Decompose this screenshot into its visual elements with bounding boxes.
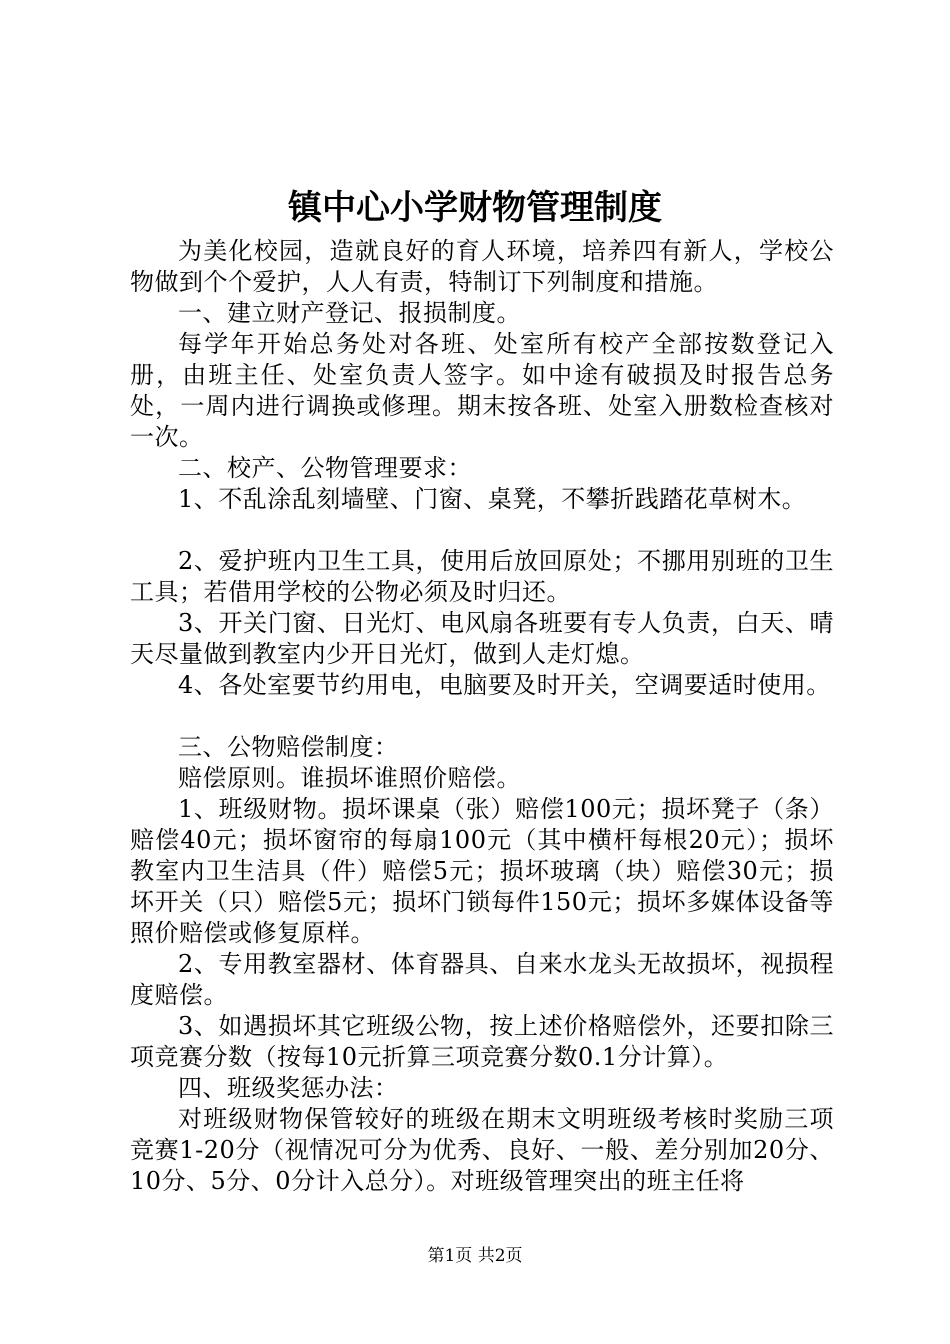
- paragraph-spacer: [130, 701, 834, 732]
- paragraph-spacer: [130, 515, 834, 546]
- rule-item-3: 3、开关门窗、日光灯、电风扇各班要有专人负责，白天、晴天尽量做到教室内少开日光灯，做到人走灯熄。: [130, 609, 834, 668]
- section-heading-3: 三、公物赔偿制度：: [178, 733, 399, 761]
- document-body: [130, 236, 834, 1197]
- rule-item-4: 4、各处室要节约用电，电脑要及时开关，空调要适时使用。: [178, 671, 831, 699]
- compensation-item-3: 3、如遇损坏其它班级公物，按上述价格赔偿外，还要扣除三项竞赛分数（按每10元折算三项竞赛分数0.1分计算）。: [130, 1012, 834, 1071]
- rule-item-1: 1、不乱涂乱刻墙壁、门窗、桌凳，不攀折践踏花草树木。: [178, 485, 807, 513]
- compensation-item-1: 1、班级财物。损坏课桌（张）赔偿100元；损坏凳子（条）赔偿40元；损坏窗帘的每扇100元（其中横杆每根20元）；损坏教室内卫生洁具（件）赔偿5元；损坏玻璃（块）赔偿30元；损坏开关（只）赔偿5元；损坏门锁每件150元；损坏多媒体设备等照价赔偿或修复原样。: [130, 795, 834, 947]
- section-heading-1: 一、建立财产登记、报损制度。: [178, 299, 521, 327]
- section-heading-4: 四、班级奖惩办法：: [178, 1074, 399, 1102]
- compensation-principle: 赔偿原则。谁损坏谁照价赔偿。: [178, 764, 521, 792]
- section-1-paragraph: 每学年开始总务处对各班、处室所有校产全部按数登记入册，由班主任、处室负责人签字。如中途有破损及时报告总务处，一周内进行调换或修理。期末按各班、处室入册数检查核对一次。: [130, 330, 834, 451]
- rule-item-2: 2、爱护班内卫生工具，使用后放回原处；不挪用别班的卫生工具；若借用学校的公物必须及时归还。: [130, 547, 834, 606]
- document-title: 镇中心小学财物管理制度: [288, 188, 662, 228]
- page-footer: 第1页 共2页: [427, 1246, 523, 1266]
- section-4-paragraph: 对班级财物保管较好的班级在期末文明班级考核时奖励三项竞赛1-20分（视情况可分为优秀、良好、一般、差分别加20分、10分、5分、0分计入总分）。对班级管理突出的班主任将: [130, 1105, 834, 1195]
- intro-paragraph: 为美化校园，造就良好的育人环境，培养四有新人，学校公物做到个个爱护，人人有责，特制订下列制度和措施。: [130, 237, 834, 296]
- section-heading-2: 二、校产、公物管理要求：: [178, 454, 472, 482]
- compensation-item-2: 2、专用教室器材、体育器具、自来水龙头无故损坏，视损程度赔偿。: [130, 950, 834, 1009]
